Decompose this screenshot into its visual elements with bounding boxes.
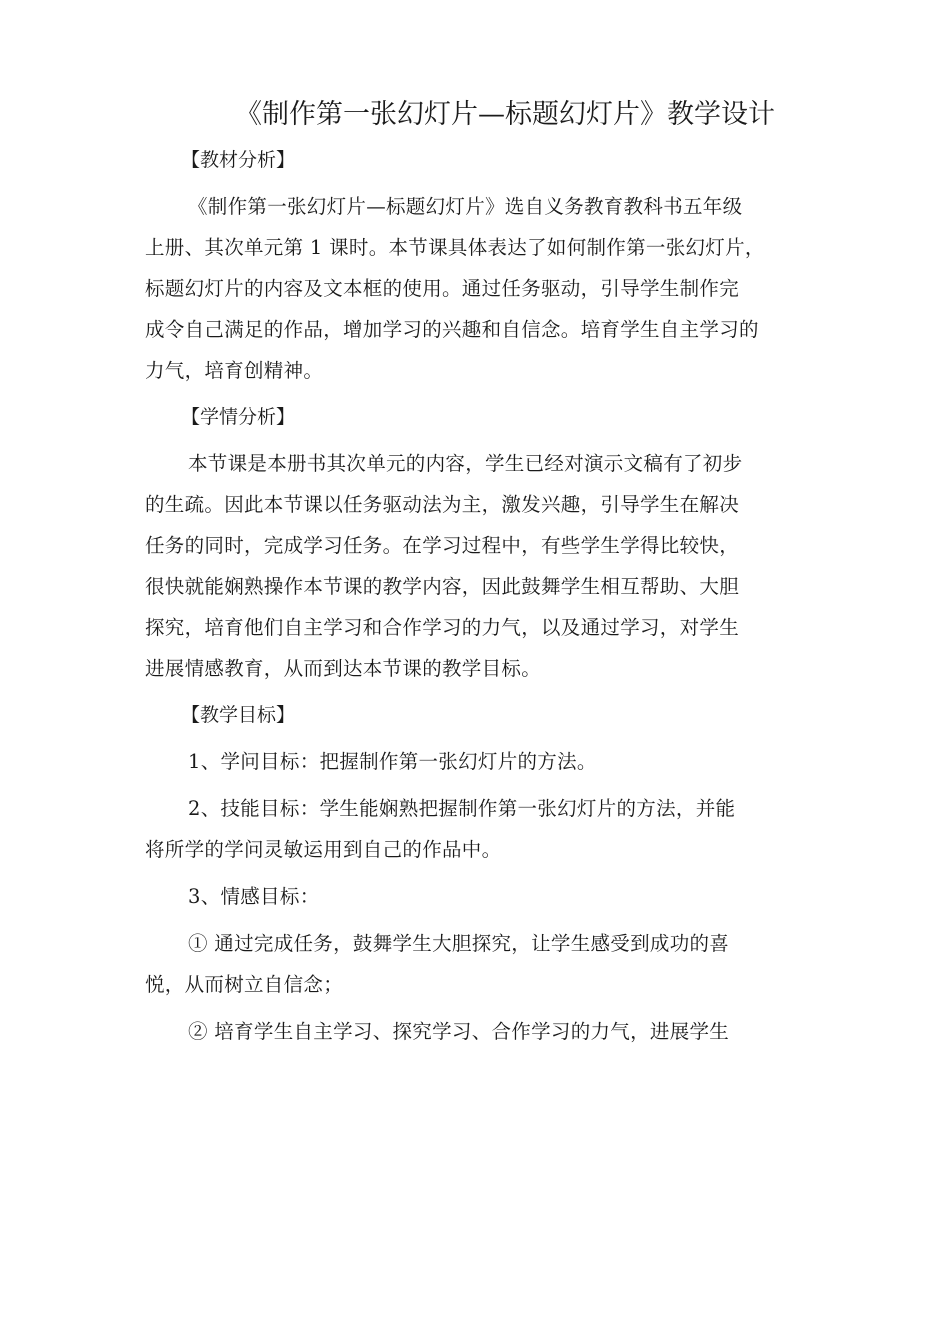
text-line: 3、情感目标：	[188, 885, 320, 908]
text-line: 很快就能娴熟操作本节课的教学内容，因此鼓舞学生相互帮助、大胆	[145, 575, 740, 598]
paragraph	[145, 186, 825, 391]
section-heading: 【教学目标】	[181, 704, 296, 726]
section-student-analysis	[145, 397, 825, 689]
text-line: 1、学问目标：把握制作第一张幻灯片的方法。	[188, 750, 597, 773]
paragraph	[145, 788, 825, 870]
text-line: 2、技能目标：学生能娴熟把握制作第一张幻灯片的方法，并能	[188, 797, 736, 820]
text-line: 进展情感教育，从而到达本节课的教学目标。	[145, 657, 542, 680]
text-line: 上册、其次单元第 1 课时。本节课具体表达了如何制作第一张幻灯片，	[145, 236, 765, 259]
paragraph	[145, 443, 825, 689]
text-line: 力气，培育创精神。	[145, 359, 324, 382]
text-line: 成令自己满足的作品，增加学习的兴趣和自信念。培育学生自主学习的	[145, 318, 759, 341]
text-line: ① 通过完成任务，鼓舞学生大胆探究，让学生感受到成功的喜	[188, 932, 730, 955]
text-line: 将所学的学问灵敏运用到自己的作品中。	[145, 838, 502, 861]
text-line: 探究，培育他们自主学习和合作学习的力气，以及通过学习，对学生	[145, 616, 740, 639]
text-line: 本节课是本册书其次单元的内容，学生已经对演示文稿有了初步	[188, 452, 743, 475]
text-line: 悦，从而树立自信念；	[145, 973, 344, 996]
section-heading: 【学情分析】	[181, 406, 296, 428]
paragraph	[145, 923, 825, 1005]
section-teaching-goals	[145, 695, 825, 1052]
document-body	[145, 140, 825, 1052]
document-title: 《制作第一张幻灯片—标题幻灯片》教学设计	[235, 99, 775, 130]
paragraph	[145, 741, 825, 782]
section-heading: 【教材分析】	[181, 149, 296, 171]
section-textbook-analysis	[145, 140, 825, 391]
text-line: 标题幻灯片的内容及文本框的使用。通过任务驱动，引导学生制作完	[145, 277, 740, 300]
text-line: 的生疏。因此本节课以任务驱动法为主，激发兴趣，引导学生在解决	[145, 493, 740, 516]
paragraph	[145, 876, 825, 917]
paragraph	[145, 1011, 825, 1052]
text-line: 任务的同时，完成学习任务。在学习过程中，有些学生学得比较快，	[145, 534, 740, 557]
text-line: ② 培育学生自主学习、探究学习、合作学习的力气，进展学生	[188, 1020, 730, 1043]
text-line: 《制作第一张幻灯片—标题幻灯片》选自义务教育教科书五年级	[188, 195, 743, 218]
